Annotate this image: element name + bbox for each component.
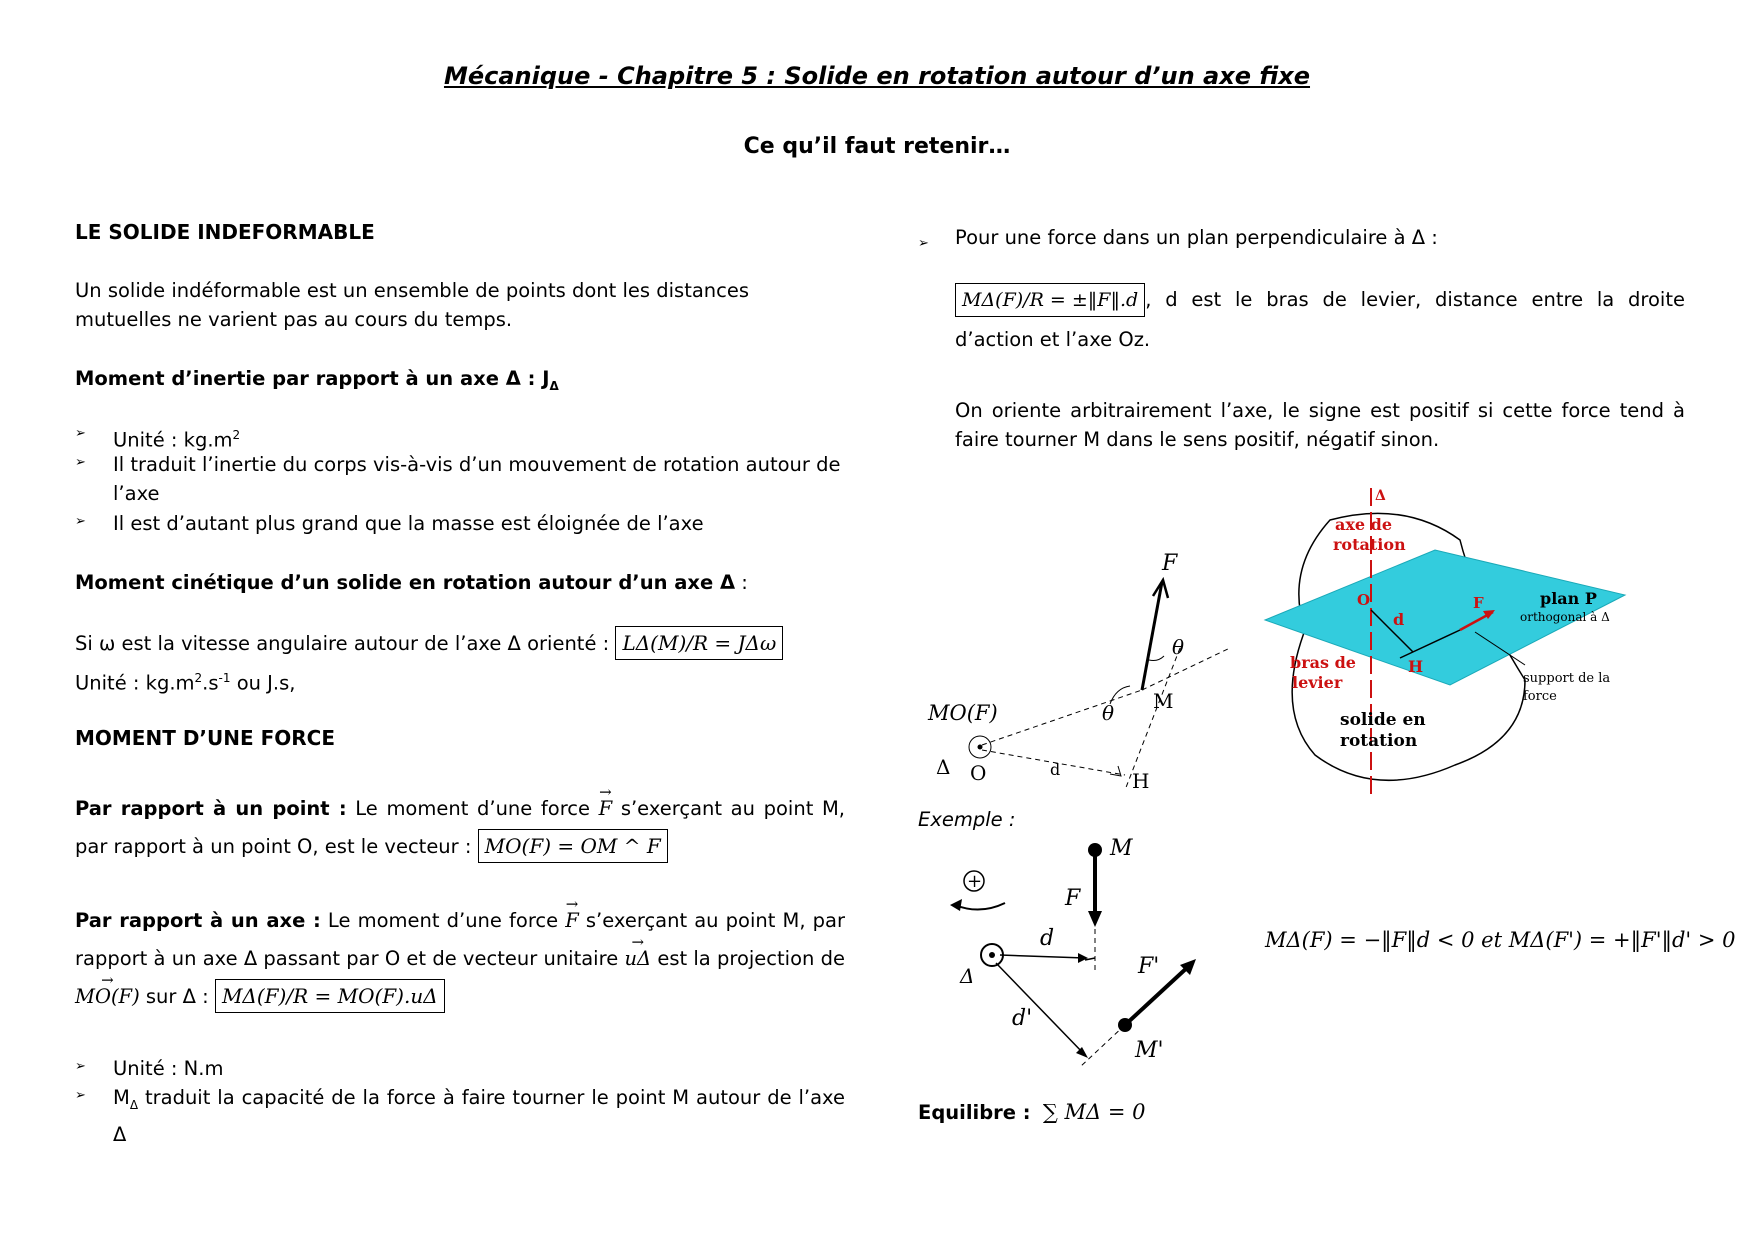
moment-axis-label: Par rapport à un axe : (75, 909, 321, 932)
moment-vector: → MO(F) (75, 978, 140, 1016)
fig1-theta-mid: θ (1102, 701, 1115, 725)
orientation-paragraph: On oriente arbitrairement l’axe, le signe est positif si cette force tend à faire tourner M dans le sens positif, négatif sinon. (955, 399, 1685, 451)
example-formula: MΔ(F) = −‖F‖d < 0 et MΔ(F') = +‖F'‖d' > 0 (1265, 928, 1736, 952)
kinetic-unit-sup1: 2 (194, 671, 203, 685)
kinetic-unit-a: Unité : kg.m (75, 671, 195, 695)
rotation-axis-figure (1255, 480, 1635, 805)
fig1-delta-label: Δ (936, 755, 951, 779)
force-vector: → F (565, 902, 579, 940)
om-extension (1142, 648, 1230, 690)
action-line-Fp (1080, 1025, 1125, 1067)
fig2-d: d (1393, 610, 1405, 629)
fig2-bras-line2: levier (1292, 673, 1343, 692)
fig2-O: O (1357, 591, 1371, 609)
kinetic-text: Si ω est la vitesse angulaire autour de l’axe Δ orienté : (75, 632, 610, 655)
equilibrium-label: Equilibre : (918, 1101, 1031, 1124)
fig2-axe-line2: rotation (1333, 535, 1406, 554)
fig1-MO-label: MO(F) (928, 701, 998, 725)
fig3-M: M (1110, 836, 1133, 861)
fig2-axe-line1: axe de (1335, 515, 1393, 534)
fig2-solid-line2: rotation (1340, 731, 1418, 751)
section-heading-moment: MOMENT D’UNE FORCE (75, 726, 336, 750)
point-Mp (1118, 1018, 1132, 1032)
page-subtitle: Ce qu’il faut retenir… (743, 134, 1011, 159)
fig1-d-label: d (1050, 760, 1061, 779)
force-vector: → F (599, 790, 613, 828)
kinetic-unit-sup2: -1 (218, 671, 231, 685)
bullet-moment-text: traduit la capacité de la force à faire tourner le point M autour de l’axe Δ (113, 1086, 845, 1146)
fig2-support-line2: force (1523, 689, 1557, 704)
fig3-plus: + (967, 871, 983, 892)
moment-point-paragraph (75, 790, 845, 866)
moment-axis-paragraph (75, 902, 845, 1016)
equilibrium-formula: ∑ MΔ = 0 (1042, 1100, 1146, 1124)
fig1-theta-top: θ (1172, 635, 1185, 659)
example-figure (940, 835, 1210, 1070)
kinetic-unit-c: ou J.s, (230, 671, 296, 695)
moment-point-text2: s’exerçant au point M, par rapport à un point O, est le vecteur : (75, 797, 845, 858)
kinetic-line (75, 626, 783, 660)
fig2-bras-line1: bras de (1290, 653, 1356, 672)
inertia-heading (75, 364, 559, 401)
moment-axis-formula: MΔ(F)/R = MO(F).uΔ (215, 979, 445, 1013)
solid-definition: Un solide indéformable est un ensemble de points dont les distances mutuelles ne varient pas au cours du temps. (75, 279, 750, 331)
axis-dot (989, 952, 995, 958)
fig1-H-label: H (1132, 769, 1150, 793)
fig3-d: d (1040, 926, 1055, 951)
fig2-delta: Δ (1375, 488, 1386, 504)
kinetic-heading-text: Moment cinétique d’un solide en rotation autour d’un axe Δ (75, 571, 736, 594)
section-heading-solid: LE SOLIDE INDEFORMABLE (75, 220, 375, 244)
fig2-orth: orthogonal à Δ (1520, 610, 1610, 624)
bullet-icon: ➢ (75, 1088, 86, 1103)
dp-arrowhead (1076, 1047, 1088, 1058)
kinetic-unit-b: .s (202, 671, 219, 695)
perp-force-text: , d est le bras de levier, distance entre la droite d’action et l’axe Oz. (955, 288, 1685, 351)
moment-point-label: Par rapport à un point : (75, 797, 347, 820)
fig1-F-label: F (1162, 551, 1178, 576)
bullet-moment-meaning (113, 1083, 845, 1149)
bullet-unit-text: Unité : kg.m (113, 428, 233, 452)
unit-vector: → uΔ (624, 940, 651, 978)
kinetic-heading (75, 568, 748, 597)
perp-force-bullet: Pour une force dans un plan perpendiculaire à Δ : (955, 226, 1438, 249)
axis-dot (978, 745, 983, 750)
bullet-moment-m: M (113, 1086, 130, 1109)
d-line (1000, 955, 1085, 958)
bullet-moment-unit: Unité : N.m (113, 1057, 224, 1080)
fig3-Mp: M' (1135, 1038, 1164, 1063)
kinetic-formula: LΔ(M)/R = JΔω (615, 626, 783, 660)
bullet-inertia-meaning: Il traduit l’inertie du corps vis-à-vis d’un mouvement de rotation autour de l’axe (113, 453, 841, 505)
kinetic-unit (75, 664, 296, 698)
moment-axis-text1: Le moment d’une force (320, 909, 566, 932)
moment-axis-text2: s’exerçant au point M, par rapport à un axe Δ passant par O et de vecteur unitaire (75, 909, 845, 970)
theta-arc-top (1149, 656, 1164, 661)
page-title: Mécanique - Chapitre 5 : Solide en rotation autour d’un axe fixe (443, 62, 1311, 90)
d-arrowhead (1078, 953, 1088, 963)
fig3-Fp: F' (1138, 954, 1160, 979)
kinetic-heading-colon: : (735, 571, 748, 594)
bullet-icon: ➢ (75, 514, 86, 529)
bullet-icon: ➢ (75, 1059, 86, 1074)
bullet-moment-sub: Δ (129, 1097, 139, 1112)
fig2-H: H (1408, 657, 1424, 676)
fig1-O-label: O (970, 761, 987, 785)
bullet-icon: ➢ (918, 236, 929, 251)
dp-line (996, 963, 1085, 1055)
inertia-heading-sub: Δ (549, 378, 559, 393)
fig2-plan: plan P (1540, 589, 1597, 608)
fig2-support-line1: support de la (1523, 671, 1611, 686)
fig1-M-label: M (1153, 689, 1174, 713)
bullet-unit-sup: 2 (232, 428, 241, 442)
bullet-inertia-mass: Il est d’autant plus grand que la masse est éloignée de l’axe (113, 512, 704, 535)
perp-force-paragraph (955, 280, 1685, 360)
fig3-dp: d' (1012, 1006, 1033, 1031)
fig2-F: F (1473, 594, 1484, 612)
rotation-arrowhead (950, 899, 962, 911)
fig3-F: F (1065, 886, 1081, 911)
perp-force-formula: MΔ(F)/R = ±‖F‖.d (955, 283, 1145, 317)
fig3-delta: Δ (960, 964, 975, 988)
moment-geometry-figure (920, 540, 1240, 800)
moment-axis-text3: est la projection de (651, 947, 845, 970)
force-line (1142, 582, 1162, 690)
bullet-icon: ➢ (75, 455, 86, 470)
equilibrium-line (918, 1098, 1145, 1127)
fig2-solid-line1: solide en (1340, 710, 1426, 730)
point-M (1088, 843, 1102, 857)
inertia-heading-text: Moment d’inertie par rapport à un axe Δ : J (75, 367, 550, 390)
moment-point-formula: MO(F) = OM ^ F (478, 829, 668, 863)
rotation-arrow (955, 903, 1005, 910)
moment-axis-text4: sur Δ : (139, 985, 209, 1008)
om-line (982, 690, 1142, 745)
moment-point-text1: Le moment d’une force (346, 797, 599, 820)
bullet-icon: ➢ (75, 426, 86, 441)
force-F-arrowhead (1088, 911, 1102, 927)
example-label: Exemple : (918, 808, 1016, 831)
